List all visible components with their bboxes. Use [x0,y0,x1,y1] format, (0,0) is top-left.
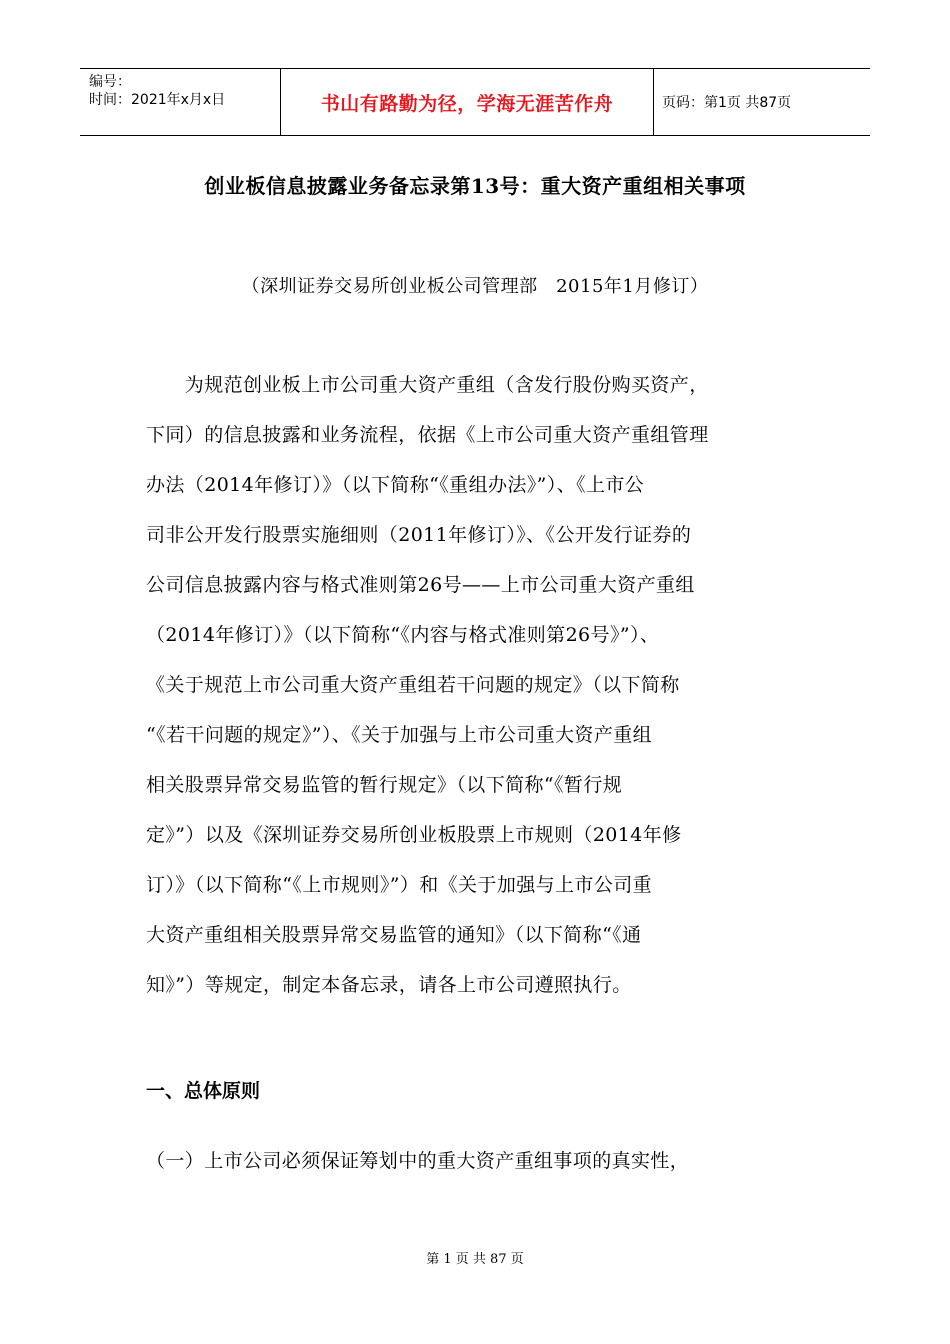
paragraph-line: 定》”）以及《深圳证券交易所创业板股票上市规则（2014年修 [146,824,682,846]
intro-paragraph [146,360,806,1010]
page-header [80,68,870,136]
paragraph-line: 知》”）等规定，制定本备忘录，请各上市公司遵照执行。 [146,974,632,996]
document-time: 时间：2021年x月x日 [89,92,226,108]
section-heading: 一、总体原则 [146,1080,261,1102]
paragraph-line: （2014年修订）》（以下简称“《内容与格式准则第26号》”）、 [146,624,660,646]
page-footer: 第 1 页 共 87 页 [426,1252,524,1267]
paragraph-line: 为规范创业板上市公司重大资产重组（含发行股份购买资产， [146,374,709,396]
paragraph-line: 办法（2014年修订）》（以下简称“《重组办法》”）、《上市公 [146,474,645,496]
header-page-info: 页码：第1页 共87页 [662,95,792,111]
principle-item: （一）上市公司必须保证筹划中的重大资产重组事项的真实性， [146,1150,690,1172]
document-title: 创业板信息披露业务备忘录第13号：重大资产重组相关事项 [204,174,746,198]
header-meta [80,69,281,135]
paragraph-line: 相关股票异常交易监管的暂行规定》（以下简称“《暂行规 [146,774,623,796]
document-number-label: 编号： [89,74,131,90]
paragraph-line: 订）》（以下简称“《上市规则》”）和《关于加强与上市公司重 [146,874,653,896]
paragraph-line: “《若干问题的规定》”）、《关于加强与上市公司重大资产重组 [146,724,653,746]
paragraph-line: 司非公开发行股票实施细则（2011年修订）》、《公开发行证券的 [146,524,692,546]
paragraph-line: 《关于规范上市公司重大资产重组若干问题的规定》（以下简称 [146,674,680,696]
header-motto: 书山有路勤为径，学海无涯苦作舟 [281,69,654,135]
paragraph-line: 下同）的信息披露和业务流程，依据《上市公司重大资产重组管理 [146,424,709,446]
document-subtitle: （深圳证券交易所创业板公司管理部 2015年1月修订） [241,276,709,297]
paragraph-line: 大资产重组相关股票异常交易监管的通知》（以下简称“《通 [146,924,642,946]
paragraph-line: 公司信息披露内容与格式准则第26号——上市公司重大资产重组 [146,574,695,596]
